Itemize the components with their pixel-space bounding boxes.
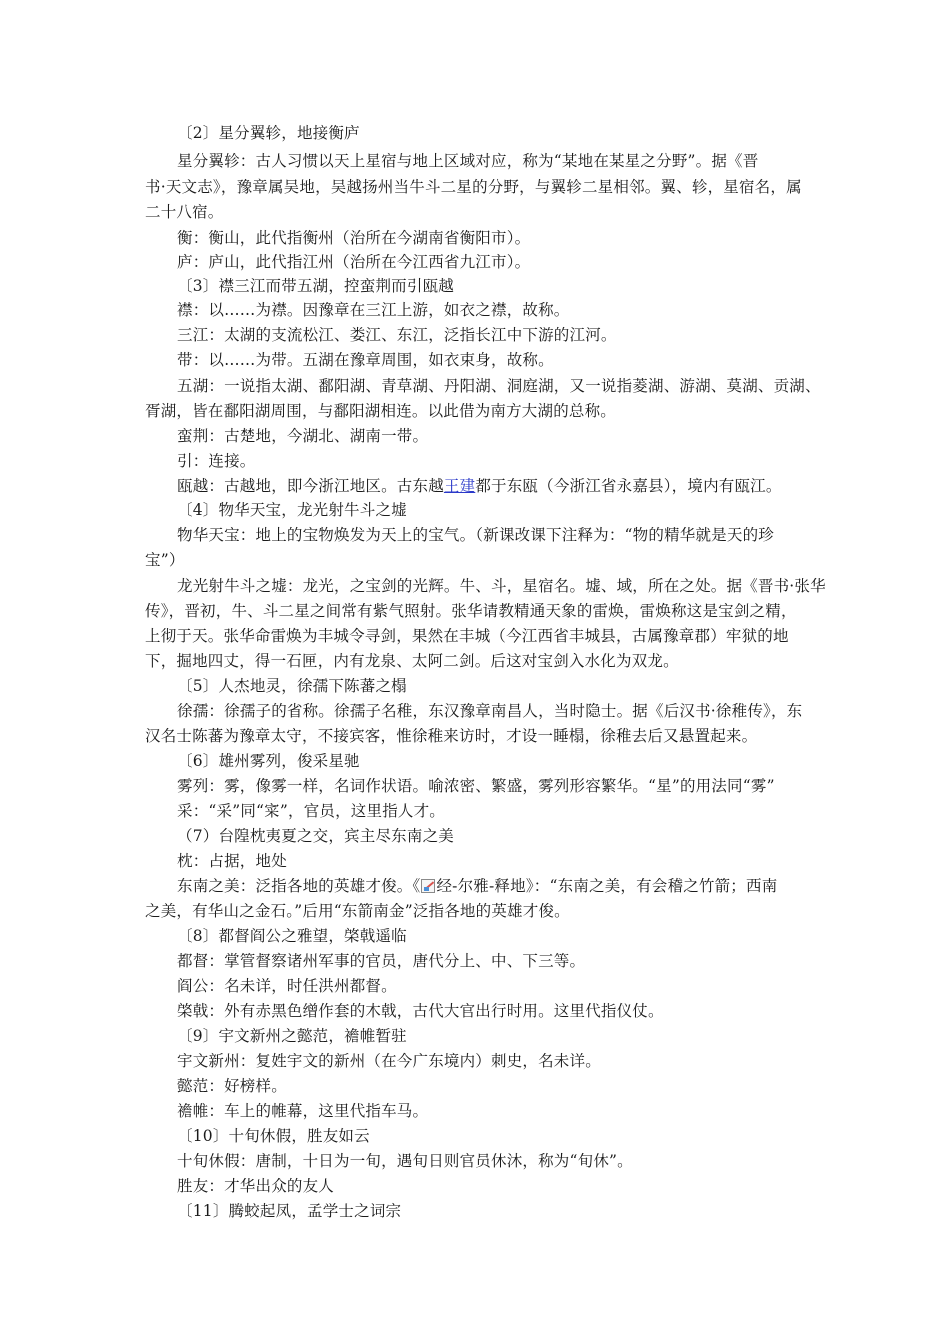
note-cai: 采：“采”同“寀”，官员，这里指人才。 (177, 802, 445, 820)
note-ouyue (177, 474, 817, 498)
note-yin: 引：连接。 (177, 452, 256, 470)
note-ouyue-text-before: 瓯越：古越地，即今浙江地区。古东越 (177, 477, 444, 495)
note-zhen: 枕：占据，地处 (177, 852, 287, 870)
note-wuhu-line-1: 五湖：一说指太湖、鄱阳湖、青草湖、丹阳湖、洞庭湖，又一说指菱湖、游湖、莫湖、贡湖、 (177, 377, 821, 395)
note-heading-9: 〔9〕宇文新州之懿范，襜帷暂驻 (177, 1027, 407, 1045)
note-ouyue-text-after: 都于东瓯（今浙江省永嘉县），境内有瓯江。 (475, 477, 782, 495)
note-qiji: 棨戟：外有赤黑色缯作套的木戟，古代大官出行时用。这里代指仪仗。 (177, 1002, 664, 1020)
note-dongnan-text-after: 经-尔雅-释地》：“东南之美，有会稽之竹箭；西南 (436, 877, 778, 895)
note-xuru-line-2: 汉名士陈蕃为豫章太守，不接宾客，惟徐稚来访时，才设一睡榻，徐稚去后又悬置起来。 (145, 727, 758, 745)
note-heading-2: 〔2〕星分翼轸，地接衡庐 (177, 124, 360, 142)
note-heading-4: 〔4〕物华天宝，龙光射牛斗之墟 (177, 501, 407, 519)
note-longguang-line-4: 下，掘地四丈，得一石匣，内有龙泉、太阿二剑。后这对宝剑入水化为双龙。 (145, 652, 679, 670)
note-heading-11: 〔11〕腾蛟起凤，孟学士之词宗 (177, 1202, 402, 1220)
note-heading-6: 〔6〕雄州雾列，俊采星驰 (177, 752, 360, 770)
note-dai: 带：以……为带。五湖在豫章周围，如衣束身，故称。 (177, 351, 554, 369)
note-shixun: 十旬休假：唐制，十日为一旬，遇旬日则官员休沐，称为“旬休”。 (177, 1152, 633, 1170)
note-dongnan-line-1 (177, 874, 817, 898)
note-heading-5: 〔5〕人杰地灵，徐孺下陈蕃之榻 (177, 677, 407, 695)
note-wulie: 雾列：雾，像雾一样，名词作状语。喻浓密、繁盛，雾列形容繁华。“星”的用法同“雾” (177, 777, 775, 795)
note-dudu: 都督：掌管督察诸州军事的官员，唐代分上、中、下三等。 (177, 952, 586, 970)
note-sanjiang: 三江：太湖的支流松江、娄江、东江，泛指长江中下游的江河。 (177, 326, 617, 344)
note-heading-10: 〔10〕十旬休假，胜友如云 (177, 1127, 370, 1145)
note-dongnan-text-before: 东南之美：泛指各地的英雄才俊。《 (177, 877, 421, 895)
wangjian-link[interactable]: 王建 (443, 477, 476, 495)
note-heading-3: 〔3〕襟三江而带五湖，控蛮荆而引瓯越 (177, 277, 454, 295)
note-longguang-line-2: 传》，晋初，牛、斗二星之间常有紫气照射。张华请教精通天象的雷焕，雷焕称这是宝剑之精， (145, 602, 797, 620)
note-wuhua-line-1: 物华天宝：地上的宝物焕发为天上的宝气。（新课改课下注释为：“物的精华就是天的珍 (177, 526, 774, 544)
note-manjing: 蛮荆：古楚地，今湖北、湖南一带。 (177, 427, 429, 445)
broken-image-icon (421, 879, 435, 893)
note-lu: 庐：庐山，此代指江州（治所在今江西省九江市）。 (177, 253, 531, 271)
note-yangong: 阎公：名未详，时任洪州都督。 (177, 977, 397, 995)
note-heng: 衡：衡山，此代指衡州（治所在今湖南省衡阳市）。 (177, 229, 531, 247)
note-jin: 襟：以……为襟。因豫章在三江上游，如衣之襟，故称。 (177, 301, 570, 319)
note-heading-7: （7）台隍枕夷夏之交，宾主尽东南之美 (177, 827, 454, 845)
note-longguang-line-3: 上彻于天。张华命雷焕为丰城令寻剑，果然在丰城（今江西省丰城县，古属豫章郡）牢狱的地 (145, 627, 789, 645)
note-yuwen: 宇文新州：复姓宇文的新州（在今广东境内）刺史，名未详。 (177, 1052, 601, 1070)
note-xuru-line-1: 徐孺：徐孺子的省称。徐孺子名稚，东汉豫章南昌人，当时隐士。据《后汉书·徐稚传》，东 (177, 702, 803, 720)
note-xingfen-line-3: 二十八宿。 (145, 203, 224, 221)
note-dongnan-line-2: 之美，有华山之金石。”后用“东箭南金”泛指各地的英雄才俊。 (145, 902, 570, 920)
note-wuhua-line-2: 宝”） (145, 551, 185, 569)
note-yifan: 懿范：好榜样。 (177, 1077, 287, 1095)
note-shengyou: 胜友：才华出众的友人 (177, 1177, 335, 1195)
note-wuhu-line-2: 胥湖，皆在鄱阳湖周围，与鄱阳湖相连。以此借为南方大湖的总称。 (145, 402, 617, 420)
note-longguang-line-1: 龙光射牛斗之墟：龙光，之宝剑的光辉。牛、斗，星宿名。墟、域，所在之处。据《晋书·张华 (177, 577, 826, 595)
note-xingfen-line-1: 星分翼轸：古人习惯以天上星宿与地上区域对应，称为“某地在某星之分野”。据《晋 (177, 152, 759, 170)
note-xingfen-line-2: 书·天文志》，豫章属吴地，吴越扬州当牛斗二星的分野，与翼轸二星相邻。翼、轸，星宿名，属 (145, 178, 802, 196)
note-heading-8: 〔8〕都督阎公之雅望，棨戟遥临 (177, 927, 407, 945)
note-chanwei: 襜帷：车上的帷幕，这里代指车马。 (177, 1102, 429, 1120)
